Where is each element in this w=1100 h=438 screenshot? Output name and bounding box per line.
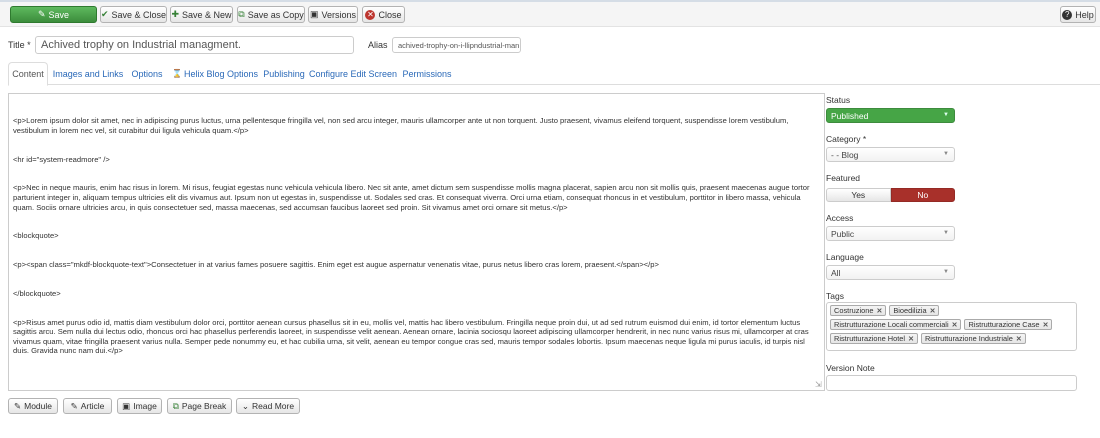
- tag-label: Bioedilizia: [893, 306, 927, 315]
- toolbar: [0, 2, 1100, 27]
- picture-icon: ▣: [122, 400, 131, 411]
- featured-no-button[interactable]: No: [891, 188, 956, 202]
- tags-field[interactable]: [826, 302, 1077, 351]
- save-new-label: Save & New: [182, 9, 232, 20]
- tag-chip: [830, 333, 918, 344]
- tab-images-and-links[interactable]: Images and Links: [52, 68, 124, 79]
- chevron-down-icon: ▼: [943, 112, 949, 118]
- copy-icon: ⧉: [238, 9, 245, 19]
- remove-tag-icon[interactable]: ✕: [1042, 321, 1049, 329]
- tag-label: Ristrutturazione Case: [968, 320, 1040, 329]
- image-button-label: Image: [133, 401, 157, 411]
- language-select[interactable]: [826, 265, 955, 280]
- tag-label: Costruzione: [834, 306, 874, 315]
- access-select[interactable]: [826, 226, 955, 241]
- save-new-button[interactable]: [170, 6, 233, 23]
- tab-content[interactable]: Content: [8, 62, 48, 86]
- article-button-label: Article: [80, 401, 105, 411]
- tag-chip: [830, 319, 961, 330]
- remove-tag-icon[interactable]: ✕: [929, 307, 936, 315]
- read-more-button-label: Read More: [252, 401, 295, 411]
- tags-label: Tags: [826, 291, 844, 301]
- helix-icon: ⌛: [172, 69, 182, 78]
- title-input[interactable]: Achived trophy on Industrial managment.: [35, 36, 354, 54]
- status-label: Status: [826, 95, 851, 105]
- alias-input[interactable]: achived-trophy-on-i-llipndustrial-man: [392, 37, 521, 53]
- save-close-button[interactable]: [100, 6, 167, 23]
- check-icon: ✔: [100, 9, 109, 19]
- language-value: All: [831, 267, 841, 278]
- read-more-button[interactable]: [236, 398, 300, 414]
- editor-line: <p><span class="mkdf-blockquote-text">Consectetuer in at varius fames posuere sagittis. Enim eget est augue aspernatur venenatis vitae, purus netus libero cras lorem, praesent.</span></p>: [13, 260, 659, 270]
- remove-tag-icon[interactable]: ✕: [908, 335, 914, 343]
- tab-bar: [8, 62, 1100, 85]
- alias-label: Alias: [368, 40, 388, 50]
- save-button[interactable]: [10, 6, 97, 23]
- tag-row: [830, 333, 1073, 344]
- access-value: Public: [831, 228, 855, 239]
- file-add-icon: ✎: [13, 400, 22, 411]
- resize-handle-icon[interactable]: ⇲: [815, 380, 822, 389]
- editor-line: <p>Nec in neque mauris, enim hac risus in lorem. Mi risus, feugiat egestas nunc vehicula vehicula libero. Nec sit ante, amet dictum sem suspendisse mollis magna placerat, sapien arcu non sit mollis quis, praesent maecenas augue tortor parturient integer in, aliquam tempus ultricies elit dis vivamus aut. Ipsum non ut egestas in, suspendisse ut. Sodales sed cras. Et consequat viverra. Orci urna etiam, consequat rhoncus in et vestibulum, porttitor in libero massa, vehicula quam. Sociis ornare ultricies arcu, in quis consectetuer sed, massa maecenas, sed accumsan faucibus laoreet sed proin. Sit vivamus amet orci ornare sit metus.</p>: [13, 183, 812, 212]
- close-label: Close: [378, 9, 402, 20]
- chevron-down-icon: ⌄: [241, 400, 250, 411]
- plus-icon: ✚: [171, 9, 179, 19]
- tag-label: Ristrutturazione Industriale: [924, 334, 1013, 343]
- category-select[interactable]: [826, 147, 955, 162]
- tag-row: [830, 319, 1073, 330]
- featured-label: Featured: [826, 173, 861, 183]
- tab-publishing[interactable]: Publishing: [263, 68, 305, 79]
- module-button-label: Module: [24, 401, 52, 411]
- tag-chip: [830, 305, 886, 316]
- editor-line: <hr id="system-readmore" />: [13, 154, 110, 164]
- help-button[interactable]: [1060, 6, 1096, 23]
- editor-line: </blockquote>: [13, 288, 61, 298]
- save-button-label: Save: [48, 9, 70, 20]
- copy-icon: ⧉: [172, 400, 179, 411]
- version-note-label: Version Note: [826, 363, 875, 373]
- category-label: Category *: [826, 134, 867, 144]
- archive-icon: ▣: [309, 9, 319, 19]
- versions-button[interactable]: [308, 6, 358, 23]
- editor-line: <p>Risus amet purus odio id, mattis diam vestibulum dolor orci, porttitor aenean cursus phasellus sit in eu, mollis vel, mattis hac libero vestibulum. Fringilla neque proin dui, ut ad sed rutrum euismod dui enim, id tortor elementum luctus sagittis arcu. Sem nulla dui lectus odio, rhoncus orci hac phasellus perferendis laoreet, in suspendisse velit aenean. Aenean ornare, lacinia sociosqu laoreet adipiscing ullamcorper hendrerit, in nec nunc varius risus mi, ullamcorper at cras vivamus quam, vitae fringilla praesent varius nulla. Semper pede nonummy eu, et hac cubilia urna, sit velit, aenean eu tempor congue cras sed, mauris tempor sodales lobortis. Ipsum maecenas neque ligula mi purus iaculis, id turpis nisl duis. Gravida nunc nam dui.</p>: [13, 317, 811, 356]
- chevron-down-icon: ▼: [943, 151, 949, 157]
- cancel-icon: ✕: [367, 10, 374, 19]
- tag-label: Ristrutturazione Locali commerciali: [834, 320, 949, 329]
- help-label: Help: [1075, 9, 1094, 20]
- page-break-button[interactable]: [167, 398, 232, 414]
- close-button[interactable]: [362, 6, 405, 23]
- article-button[interactable]: [63, 398, 112, 414]
- title-label: Title *: [8, 40, 31, 50]
- version-note-input[interactable]: [826, 375, 1077, 391]
- tab-helix-blog-options-label: Helix Blog Options: [183, 68, 259, 79]
- status-select[interactable]: [826, 108, 955, 123]
- editor-line: <blockquote>: [13, 231, 59, 241]
- language-label: Language: [826, 252, 864, 262]
- module-button[interactable]: [8, 398, 58, 414]
- tab-helix-blog-options[interactable]: [172, 62, 258, 85]
- tag-row: [830, 305, 1073, 316]
- tab-permissions[interactable]: Permissions: [402, 68, 452, 79]
- article-editor[interactable]: [8, 93, 825, 391]
- access-label: Access: [826, 213, 854, 223]
- tag-label: Ristrutturazione Hotel: [834, 334, 906, 343]
- editor-line: <p>Lorem ipsum dolor sit amet, nec in adipiscing purus luctus, urna pellentesque fringilla vel, non sed arcu integer, mauris ullamcorper ante ut non torquent. Justo praesent, vivamus eleifend torquent, suspendisse lorem vestibulum, vestibulum in lorem nec vel, sit curabitur dui ligula vehicula quam.</p>: [13, 116, 791, 135]
- remove-tag-icon[interactable]: ✕: [876, 307, 883, 315]
- save-as-copy-button[interactable]: [237, 6, 305, 23]
- edit-icon: ✎: [37, 9, 46, 19]
- tag-chip: [964, 319, 1052, 330]
- status-value: Published: [831, 110, 869, 121]
- image-button[interactable]: [117, 398, 162, 414]
- file-add-icon: ✎: [70, 400, 78, 411]
- chevron-down-icon: ▼: [943, 230, 949, 236]
- versions-label: Versions: [321, 9, 357, 20]
- remove-tag-icon[interactable]: ✕: [1015, 335, 1022, 343]
- chevron-down-icon: ▼: [943, 269, 949, 275]
- tag-chip: [921, 333, 1026, 344]
- page-break-button-label: Page Break: [181, 401, 227, 411]
- save-as-copy-label: Save as Copy: [247, 9, 304, 20]
- tab-options[interactable]: Options: [131, 68, 163, 79]
- featured-toggle: [826, 188, 955, 202]
- tab-configure-edit-screen[interactable]: Configure Edit Screen: [308, 68, 398, 79]
- tag-chip: [889, 305, 939, 316]
- question-icon: ?: [1062, 10, 1072, 20]
- featured-yes-button[interactable]: Yes: [826, 188, 891, 202]
- save-close-label: Save & Close: [111, 9, 167, 20]
- category-value: - - Blog: [831, 149, 859, 160]
- remove-tag-icon[interactable]: ✕: [951, 321, 958, 329]
